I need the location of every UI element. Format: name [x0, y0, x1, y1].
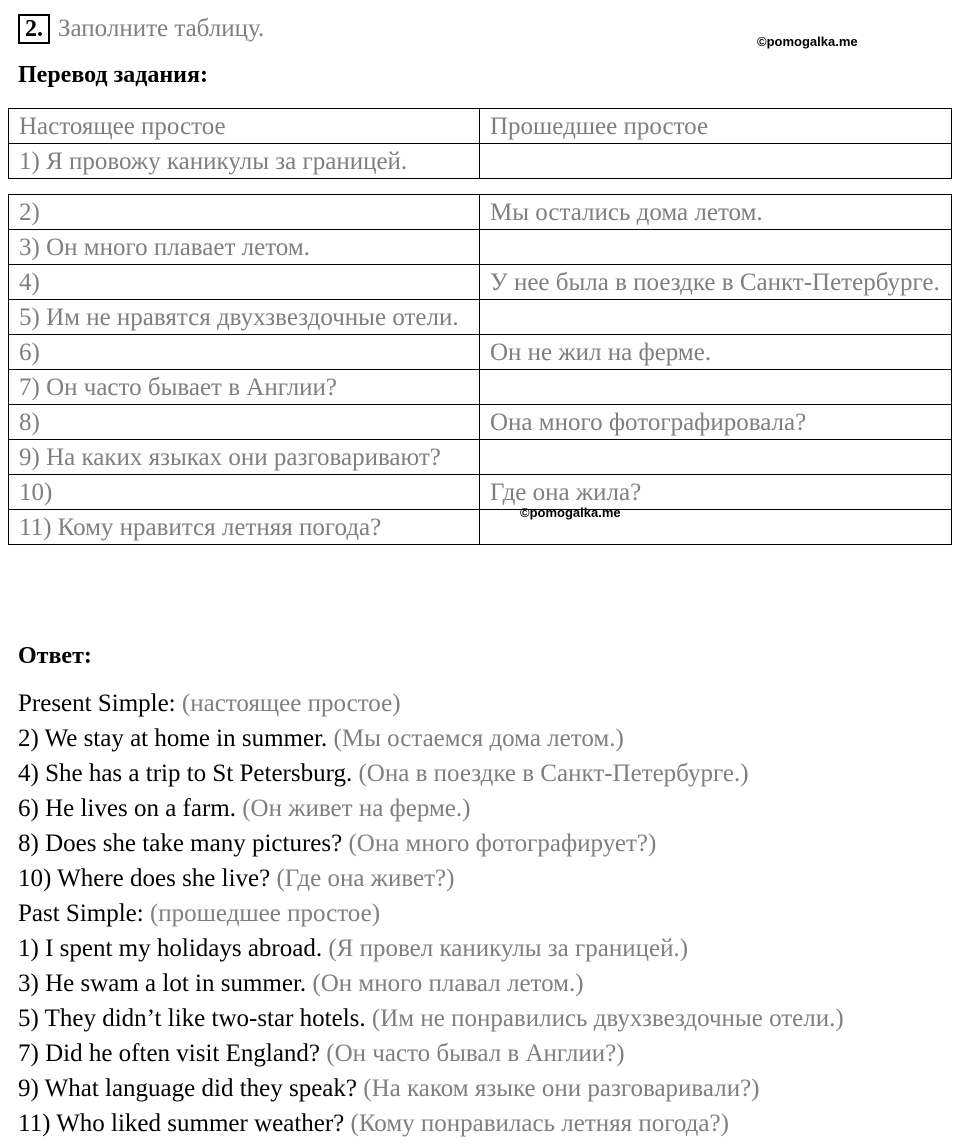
answer-russian: (Он живет на ферме.): [242, 795, 471, 822]
answer-line: [18, 896, 844, 931]
header-table: [8, 108, 952, 179]
table-row: [9, 405, 952, 440]
task-number: 2.: [18, 14, 50, 44]
answer-russian: (Она много фотографирует?): [348, 830, 657, 857]
table-cell: Мы остались дома летом.: [480, 195, 952, 230]
answer-russian: (Он часто бывал в Англии?): [326, 1040, 625, 1067]
answer-english: 1) I spent my holidays abroad.: [18, 935, 323, 962]
answer-line: [18, 1106, 844, 1141]
answer-line: [18, 686, 844, 721]
answer-list: [18, 686, 844, 1141]
table-cell: 11) Кому нравится летняя погода?: [9, 510, 480, 545]
table-cell: Он не жил на ферме.: [480, 335, 952, 370]
answer-russian: (Я провел каникулы за границей.): [328, 935, 689, 962]
answer-line: [18, 1036, 844, 1071]
header-present-simple: Настоящее простое: [9, 109, 480, 144]
table-cell: [480, 300, 952, 335]
table-cell: 2): [9, 195, 480, 230]
answer-russian: (Он много плавал летом.): [312, 970, 584, 997]
table-row: [9, 335, 952, 370]
answer-russian: (Она в поездке в Санкт-Петербурге.): [358, 760, 749, 787]
answer-english: 11) Who liked summer weather?: [18, 1110, 345, 1137]
answer-line: [18, 721, 844, 756]
watermark: ©pomogalka.me: [757, 34, 858, 49]
table-row: [9, 370, 952, 405]
table-cell: [480, 144, 952, 179]
answer-english: 10) Where does she live?: [18, 865, 271, 892]
table-cell: 3) Он много плавает летом.: [9, 230, 480, 265]
watermark: ©pomogalka.me: [520, 505, 621, 520]
answer-english: 4) She has a trip to St Petersburg.: [18, 760, 353, 787]
answer-english: 5) They didn’t like two-star hotels.: [18, 1005, 366, 1032]
header-past-simple: Прошедшее простое: [480, 109, 952, 144]
answer-russian: (прошедшее простое): [149, 900, 381, 927]
table-cell: 6): [9, 335, 480, 370]
table-cell: Где она жила?: [480, 475, 952, 510]
table-cell: 8): [9, 405, 480, 440]
answer-line: [18, 756, 844, 791]
answer-english: 3) He swam a lot in summer.: [18, 970, 307, 997]
answer-english: Past Simple:: [18, 900, 144, 927]
answer-line: [18, 931, 844, 966]
answer-line: [18, 966, 844, 1001]
table-cell: [480, 230, 952, 265]
task-header: [18, 12, 264, 46]
answer-english: 8) Does she take many pictures?: [18, 830, 343, 857]
answer-line: [18, 826, 844, 861]
table-cell: [480, 440, 952, 475]
answer-russian: (На каком языке они разговаривали?): [363, 1075, 760, 1102]
table-header-row: [9, 109, 952, 144]
table-cell: [480, 370, 952, 405]
answer-english: 2) We stay at home in summer.: [18, 725, 328, 752]
answer-line: [18, 1071, 844, 1106]
answer-russian: (Где она живет?): [276, 865, 455, 892]
answer-line: [18, 861, 844, 896]
answer-line: [18, 791, 844, 826]
answer-english: Present Simple:: [18, 690, 176, 717]
answer-title: Ответ:: [18, 643, 92, 669]
table-row: [9, 144, 952, 179]
task-instruction: Заполните таблицу.: [58, 15, 265, 42]
answer-english: 6) He lives on a farm.: [18, 795, 236, 822]
table-cell: У нее была в поездке в Санкт-Петербурге.: [480, 265, 952, 300]
answer-line: [18, 1001, 844, 1036]
table-row: [9, 440, 952, 475]
table-row: [9, 475, 952, 510]
table-cell: 7) Он часто бывает в Англии?: [9, 370, 480, 405]
table-cell: 10): [9, 475, 480, 510]
answer-russian: (Мы остаемся дома летом.): [333, 725, 624, 752]
answer-english: 9) What language did they speak?: [18, 1075, 358, 1102]
table-cell: 9) На каких языках они разговаривают?: [9, 440, 480, 475]
table-row: [9, 510, 952, 545]
answer-russian: (настоящее простое): [181, 690, 401, 717]
table-row: [9, 300, 952, 335]
table-cell: 1) Я провожу каникулы за границей.: [9, 144, 480, 179]
answer-russian: (Им не понравились двухзвездочные отели.): [371, 1005, 844, 1032]
table-cell: Она много фотографировала?: [480, 405, 952, 440]
table-cell: 4): [9, 265, 480, 300]
table-row: [9, 265, 952, 300]
exercise-table: [8, 194, 952, 545]
answer-english: 7) Did he often visit England?: [18, 1040, 321, 1067]
table-cell: 5) Им не нравятся двухзвездочные отели.: [9, 300, 480, 335]
answer-russian: (Кому понравилась летняя погода?): [350, 1110, 729, 1137]
table-row: [9, 195, 952, 230]
translation-title: Перевод задания:: [18, 62, 208, 88]
table-row: [9, 230, 952, 265]
